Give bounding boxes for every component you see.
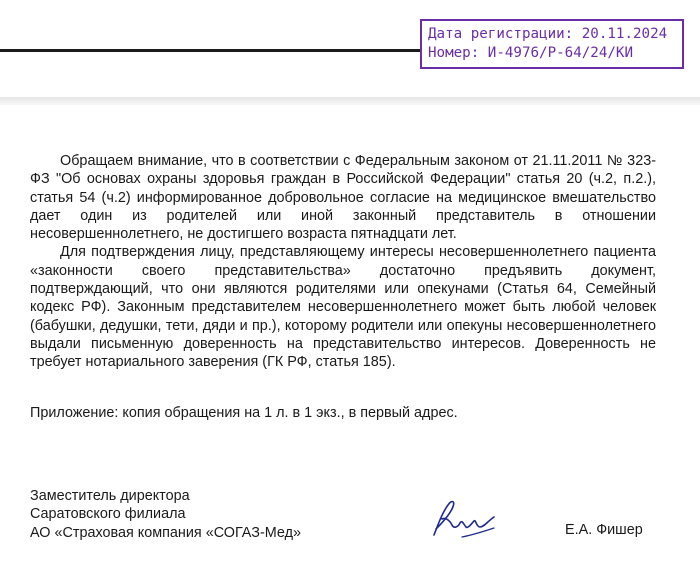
signatory-position: Заместитель директора [30,488,190,504]
signatory-company: АО «Страховая компания «СОГАЗ-Мед» [30,524,301,541]
registration-stamp [420,19,684,69]
attachment-note: Приложение: копия обращения на 1 л. в 1 экз., в первый адрес. [30,405,458,421]
handwritten-signature [428,495,500,545]
paragraph-legal-basis: Обращаем внимание, что в соответствии с Федеральным законом от 21.11.2011 № 323-ФЗ "Об основах охраны здоровья граждан в Российской Федерации" статья 20 (ч.2, п.2.), статья 54 (ч.2) информированное добровольное согласие на медицинское вмешательство дает один из родителей или иной законный представитель в отношении несовершеннолетнего, не достигшего возраста пятнадцати лет. [30,153,656,243]
signatory-block [30,487,301,542]
letter-body [30,152,656,372]
signer-name: Е.А. Фишер [565,522,643,538]
signatory-branch: Саратовского филиала [30,506,186,523]
scan-top-strip [0,0,700,97]
page-separator [0,97,700,105]
signature-stroke [434,502,494,535]
registration-number: Номер: И-4976/Р-64/24/КИ [428,45,633,61]
signature-underline [462,528,494,537]
paragraph-representation: Для подтверждения лицу, представляющему интересы несовершеннолетнего пациента «законности своего представительства» достаточно предъявить документ, подтверждающий, что они являются родителями или опекунами (Статья 64, Семейный кодекс РФ). Законным представителем несовершеннолетнего может быть любой человек (бабушки, дедушки, тети, дяди и пр.), которому родители или опекуны несовершеннолетнего выдали письменную доверенность на представительство интересов. Доверенность не требует нотариального заверения (ГК РФ, статья 185). [30,244,656,371]
letter-page [0,105,700,563]
registration-date: Дата регистрации: 20.11.2024 [428,26,668,42]
header-rule [0,49,420,52]
